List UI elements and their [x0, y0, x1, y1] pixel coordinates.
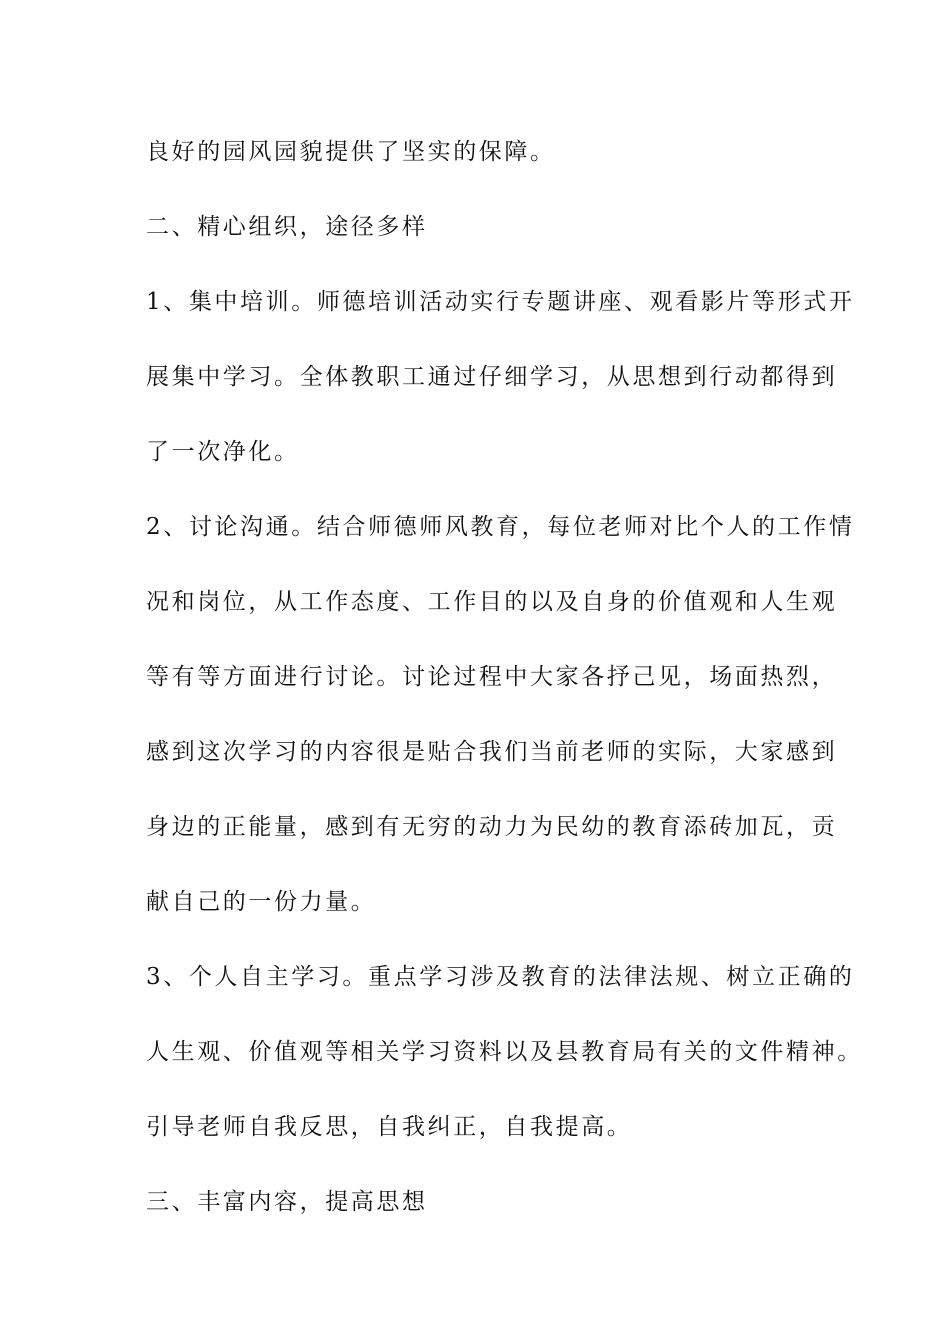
section-heading-2: 二、精心组织，途径多样 [146, 214, 428, 240]
paragraph-line: 感到这次学习的内容很是贴合我们当前老师的实际，大家感到 [146, 739, 838, 765]
paragraph-line: 况和岗位，从工作态度、工作目的以及自身的价值观和人生观 [146, 589, 838, 615]
paragraph-line: 身边的正能量，感到有无穷的动力为民幼的教育添砖加瓦，贡 [146, 814, 838, 840]
paragraph-line: 献自己的一份力量。 [146, 889, 377, 915]
paragraph-line: 2、讨论沟通。结合师德师风教育，每位老师对比个人的工作情 [146, 514, 855, 540]
paragraph-line: 人生观、价值观等相关学习资料以及县教育局有关的文件精神。 [146, 1039, 863, 1065]
paragraph-line: 引导老师自我反思，自我纠正，自我提高。 [146, 1114, 633, 1140]
paragraph-line: 3、个人自主学习。重点学习涉及教育的法律法规、树立正确的 [146, 964, 855, 990]
paragraph-line-continuation: 良好的园风园貌提供了坚实的保障。 [146, 139, 556, 165]
paragraph-line: 等有等方面进行讨论。讨论过程中大家各抒己见，场面热烈， [146, 664, 838, 690]
paragraph-line: 了一次净化。 [146, 439, 300, 465]
paragraph-line: 展集中学习。全体教职工通过仔细学习，从思想到行动都得到 [146, 364, 838, 390]
section-heading-3: 三、丰富内容，提高思想 [146, 1189, 428, 1215]
paragraph-line: 1、集中培训。师德培训活动实行专题讲座、观看影片等形式开 [146, 289, 855, 315]
